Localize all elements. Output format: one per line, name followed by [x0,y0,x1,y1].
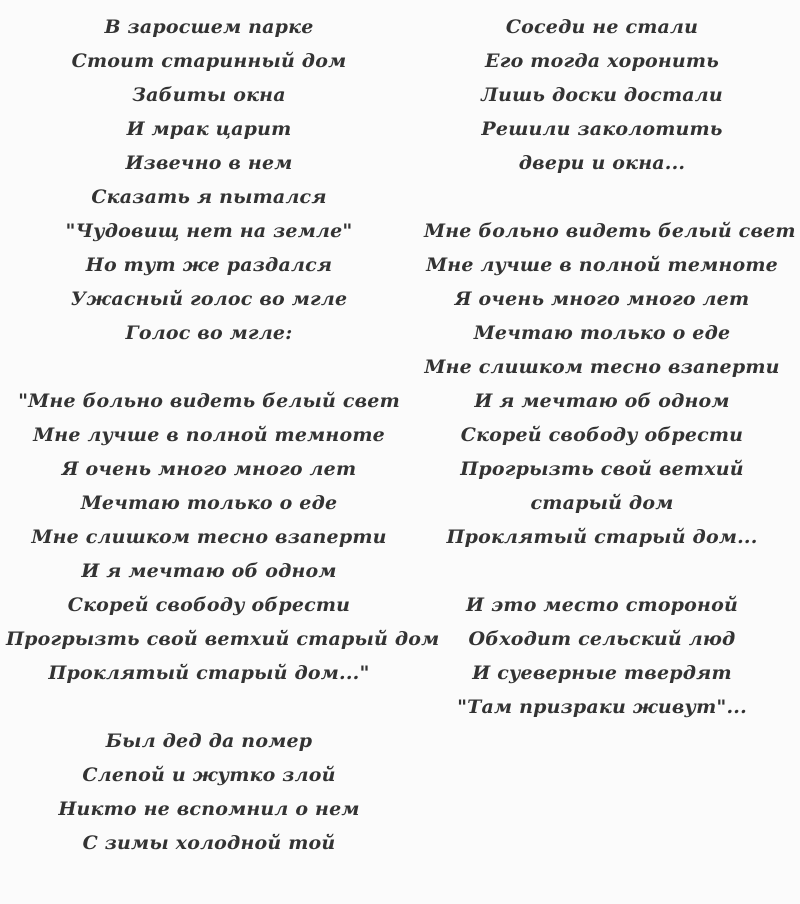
stanza-left-3 [6,724,412,860]
lyric-line: И мрак царит [126,118,292,140]
stanza-left-2 [6,384,440,690]
lyric-line: Забиты окна [132,84,286,106]
lyrics-right-column [424,10,796,724]
lyric-line: Прогрызть свой ветхий старый дом [460,458,744,514]
stanza-left-1 [6,10,412,350]
lyric-line: Проклятый старый дом..." [48,662,370,684]
lyric-line: И я мечтаю об одном [474,390,730,412]
lyric-line: Лишь доски достали [481,84,723,106]
lyric-line: И я мечтаю об одном [81,560,337,582]
lyric-line: Мне слишком тесно взаперти [31,526,387,548]
lyric-line: Мечтаю только о еде [473,322,731,344]
lyric-line: Прогрызть свой ветхий старый дом [6,628,440,650]
lyrics-left-column [6,10,440,860]
lyric-line: Скорей свободу обрести [67,594,351,616]
lyric-line: Проклятый старый дом... [446,526,758,548]
lyric-line: Скорей свободу обрести [460,424,744,446]
stanza-gap [424,180,780,214]
lyric-line: Обходит сельский люд [468,628,736,650]
lyric-line: Его тогда хоронить [485,50,719,72]
lyric-line: И суеверные твердят [472,662,732,684]
lyric-line: Слепой и жутко злой [82,764,336,786]
lyric-line: С зимы холодной той [82,832,336,854]
lyric-line: В заросшем парке [104,16,314,38]
lyric-line: Был дед да помер [105,730,313,752]
lyric-line: И это место стороной [466,594,738,616]
lyric-line: "Мне больно видеть белый свет [18,390,400,412]
stanza-right-2 [424,214,796,554]
stanza-gap [424,554,780,588]
lyric-line: Я очень много много лет [61,458,357,480]
lyric-line: Мне больно видеть белый свет [424,220,796,242]
stanza-right-3 [424,588,780,724]
lyric-line: Никто не вспомнил о нем [58,798,360,820]
lyric-line: двери и окна... [518,152,686,174]
lyric-line: Я очень много много лет [454,288,750,310]
lyric-line: Мне лучше в полной темноте [426,254,778,276]
lyric-line: Сказать я пытался [91,186,327,208]
lyric-line: Голос во мгле: [125,322,293,344]
lyric-line: Мечтаю только о еде [80,492,338,514]
stanza-gap [6,690,412,724]
lyric-line: Мне слишком тесно взаперти [424,356,780,378]
lyric-line: Решили заколотить [481,118,723,140]
stanza-right-1 [424,10,780,180]
lyric-line: Соседи не стали [505,16,699,38]
lyric-line: Мне лучше в полной темноте [33,424,385,446]
lyric-line: Стоит старинный дом [71,50,347,72]
lyric-line: "Чудовищ нет на земле" [65,220,353,242]
lyric-line: "Там призраки живут"... [457,696,747,718]
lyric-line: Но тут же раздался [85,254,333,276]
lyric-line: Извечно в нем [125,152,293,174]
stanza-gap [6,350,412,384]
lyric-line: Ужасный голос во мгле [70,288,348,310]
